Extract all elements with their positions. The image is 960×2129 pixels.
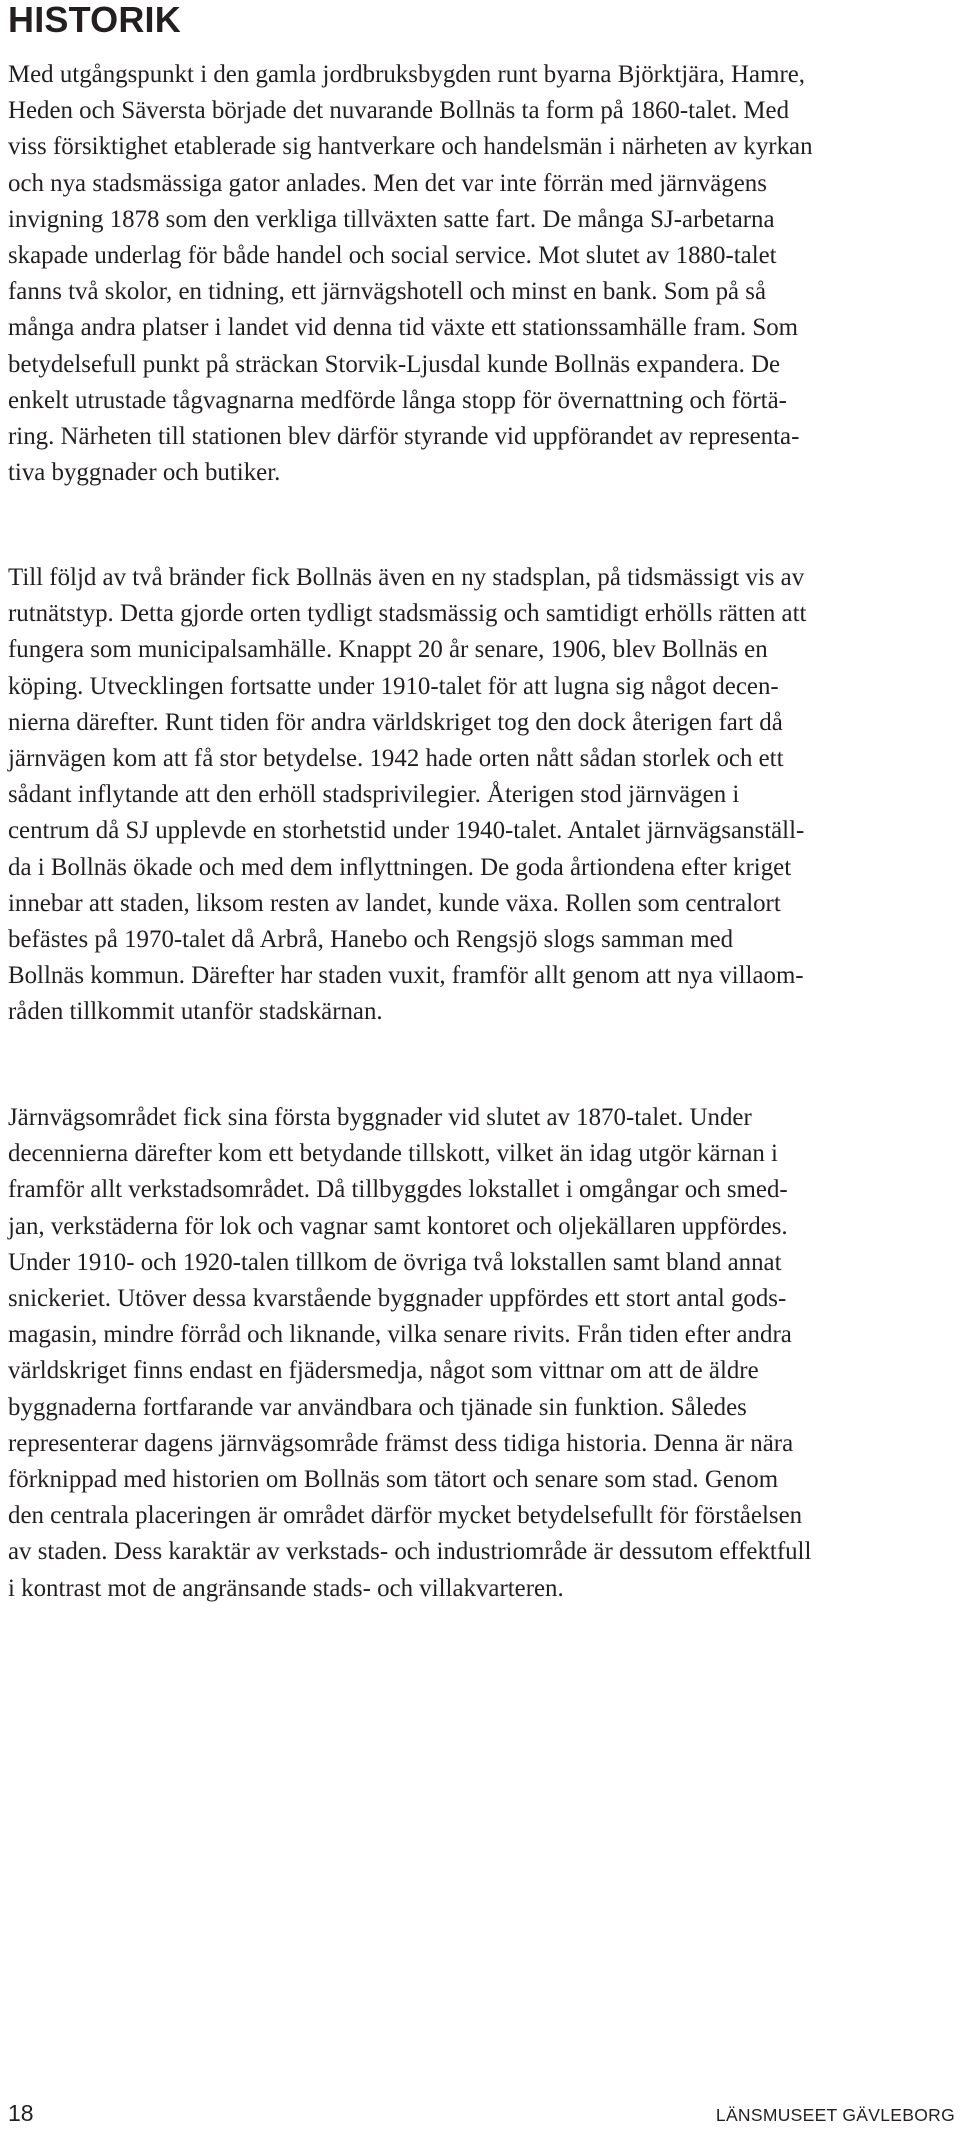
text-line: framför allt verkstadsområdet. Då tillbyggdes lokstallet i omgångar och smed-	[8, 1176, 788, 1204]
text-line: fanns två skolor, en tidning, ett järnvägshotell och minst en bank. Som på så	[8, 278, 767, 306]
paragraph-3	[8, 1100, 811, 1607]
text-line: enkelt utrustade tågvagnarna medförde långa stopp för övernattning och förtä-	[8, 386, 787, 414]
text-line: Till följd av två bränder fick Bollnäs även en ny stadsplan, på tidsmässigt vis av	[8, 564, 805, 591]
text-line: Bollnäs kommun. Därefter har staden vuxit, framför allt genom att nya villaom-	[8, 962, 804, 990]
text-line: fungera som municipalsamhälle. Knappt 20 år senare, 1906, blev Bollnäs en	[8, 636, 768, 664]
text-line: tiva byggnader och butiker.	[8, 459, 281, 487]
text-line: sådant inflytande att den erhöll stadsprivilegier. Återigen stod järnvägen i	[8, 781, 740, 809]
text-line: råden tillkommit utanför stadskärnan.	[8, 998, 383, 1026]
page-number: 18	[8, 2100, 34, 2126]
text-line: Under 1910- och 1920-talen tillkom de övriga två lokstallen samt bland annat	[8, 1248, 782, 1276]
text-line: innebar att staden, liksom resten av landet, kunde växa. Rollen som centralort	[8, 889, 781, 917]
text-line: skapade underlag för både handel och social service. Mot slutet av 1880-talet	[8, 242, 777, 270]
text-line: decennierna därefter kom ett betydande tillskott, vilket än idag utgör kärnan i	[8, 1140, 778, 1168]
text-line: förknippad med historien om Bollnäs som tätort och senare som stad. Genom	[8, 1466, 779, 1494]
text-line: i kontrast mot de angränsande stads- och villakvarteren.	[8, 1574, 564, 1602]
paragraph-2	[8, 560, 806, 1031]
text-line: köping. Utvecklingen fortsatte under 1910-talet för att lugna sig något decen-	[8, 672, 779, 700]
publisher-name: LÄNSMUSEET GÄVLEBORG	[715, 2105, 955, 2125]
text-line: da i Bollnäs ökade och med dem inflyttningen. De goda årtiondena efter kriget	[8, 853, 792, 881]
text-line: byggnaderna fortfarande var användbara och tjänade sin funktion. Således	[8, 1393, 747, 1421]
text-line: viss försiktighet etablerade sig hantverkare och handelsmän i närheten av kyrkan	[8, 133, 813, 161]
text-line: betydelsefull punkt på sträckan Storvik-Ljusdal kunde Bollnäs expandera. De	[8, 350, 781, 378]
text-line: Järnvägsområdet fick sina första byggnader vid slutet av 1870-talet. Under	[8, 1104, 752, 1131]
text-line: järnvägen kom att få stor betydelse. 1942 hade orten nått sådan storlek och ett	[8, 745, 784, 773]
text-line: av staden. Dess karaktär av verkstads- och industriområde är dessutom effektfull	[8, 1538, 812, 1566]
text-line: och nya stadsmässiga gator anlades. Men det var inte förrän med järnvägens	[8, 169, 767, 197]
text-line: Med utgångspunkt i den gamla jordbruksbygden runt byarna Björktjära, Hamre,	[8, 61, 805, 88]
text-line: jan, verkstäderna för lok och vagnar samt kontoret och oljekällaren uppfördes.	[8, 1212, 788, 1240]
text-line: centrum då SJ upplevde en storhetstid under 1940-talet. Antalet järnvägsanställ-	[8, 817, 805, 845]
text-line: ring. Närheten till stationen blev därför styrande vid uppförandet av representa-	[8, 423, 800, 451]
paragraph-1	[8, 57, 813, 491]
text-line: världskriget finns endast en fjädersmedja, något som vittnar om att de äldre	[8, 1357, 759, 1385]
text-line: den centrala placeringen är området därför mycket betydelsefullt för förståelsen	[8, 1502, 803, 1530]
text-line: många andra platser i landet vid denna tid växte ett stationssamhälle fram. Som	[8, 314, 799, 342]
text-line: representerar dagens järnvägsområde främst dess tidiga historia. Denna är nära	[8, 1429, 794, 1457]
text-line: magasin, mindre förråd och liknande, vilka senare rivits. Från tiden efter andra	[8, 1321, 792, 1349]
text-line: Heden och Säversta började det nuvarande Bollnäs ta form på 1860-talet. Med	[8, 97, 790, 125]
text-line: snickeriet. Utöver dessa kvarstående byggnader uppfördes ett stort antal gods-	[8, 1285, 787, 1313]
page-title: HISTORIK	[8, 0, 181, 40]
text-line: befästes på 1970-talet då Arbrå, Hanebo och Rengsjö slogs samman med	[8, 926, 734, 954]
text-line: rutnätstyp. Detta gjorde orten tydligt stadsmässig och samtidigt erhölls rätten att	[8, 600, 807, 628]
text-line: invigning 1878 som den verkliga tillväxten satte fart. De många SJ-arbetarna	[8, 205, 775, 233]
text-line: nierna därefter. Runt tiden för andra världskriget tog den dock återigen fart då	[8, 708, 783, 736]
